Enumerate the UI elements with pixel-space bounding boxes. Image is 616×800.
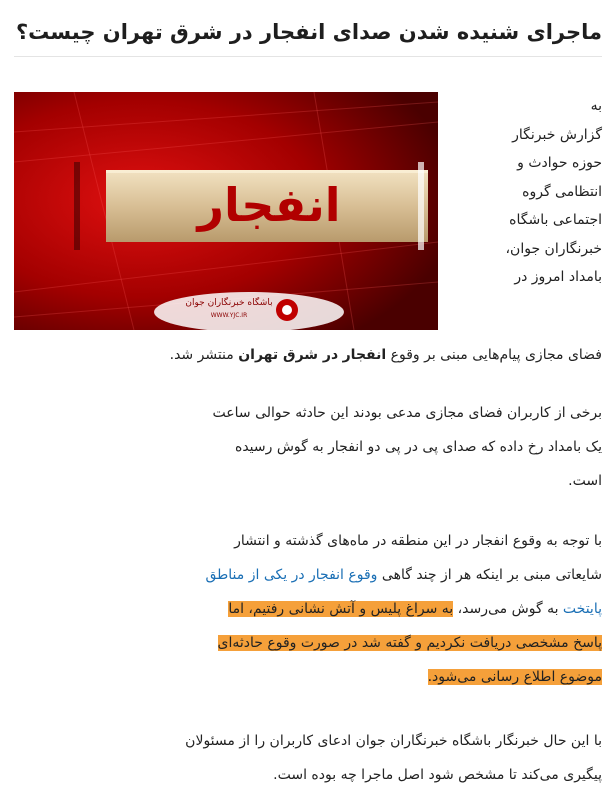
intro-line: اجتماعی باشگاه xyxy=(509,212,602,228)
related-article-link[interactable]: وقوع انفجار در یکی از مناطق xyxy=(205,567,378,583)
highlighted-text: پاسخ مشخصی دریافت نکردیم و گفته شد در صورت وقوع حادثه‌ای xyxy=(217,635,602,651)
article-image[interactable] xyxy=(14,92,438,330)
image-logo-url: WWW.YJC.IR xyxy=(210,312,248,319)
keyword-east-tehran: در شرق تهران xyxy=(238,347,339,363)
paragraph-line: با این حال خبرنگار باشگاه خبرنگاران جوان ادعای کاربران را از مسئولان xyxy=(185,733,602,749)
paragraph-line: با توجه به وقوع انفجار در این منطقه در ماه‌های گذشته و انتشار xyxy=(234,533,602,549)
highlighted-text: موضوع اطلاع رسانی می‌شود. xyxy=(427,669,602,685)
paragraph-text: به گوش می‌رسد، xyxy=(453,601,563,617)
intro-line: خبرنگاران جوان، xyxy=(505,240,602,257)
paragraph-2 xyxy=(14,396,602,498)
paragraph-line: یک بامداد رخ داده که صدای پی در پی دو انفجار به گوش رسیده xyxy=(234,439,602,455)
paragraph-line: است. xyxy=(568,473,602,489)
intro-line: به xyxy=(590,98,602,114)
intro-text-end: منتشر شد. xyxy=(169,347,239,363)
paragraph-line xyxy=(14,660,602,694)
paragraph-4 xyxy=(14,724,602,792)
paragraph-line: برخی از کاربران فضای مجازی مدعی بودند این حادثه حوالی ساعت xyxy=(212,405,602,421)
intro-line: بامداد امروز در xyxy=(514,269,602,285)
image-headline: انفجار xyxy=(197,178,341,232)
paragraph-text: شایعاتی مبنی بر اینکه هر از چند گاهی xyxy=(377,567,602,583)
highlighted-text: به سراغ پلیس و آتش نشانی رفتیم، اما xyxy=(228,601,454,617)
intro-side-text xyxy=(454,92,602,292)
paragraph-line xyxy=(14,558,602,592)
paragraph-line xyxy=(14,592,602,626)
intro-last-line xyxy=(14,338,602,372)
article-title: ماجرای شنیده شدن صدای انفجار در شرق تهران چیست؟ xyxy=(14,12,602,57)
intro-text: فضای مجازی پیام‌هایی مبنی بر وقوع xyxy=(386,347,602,363)
related-article-link-cont[interactable]: پایتخت xyxy=(562,601,602,617)
paragraph-line: پیگیری می‌کند تا مشخص شود اصل ماجرا چه بوده است. xyxy=(273,767,602,783)
paragraph-line xyxy=(14,626,602,660)
intro-line: گزارش خبرنگار xyxy=(512,126,602,143)
paragraph-3 xyxy=(14,524,602,694)
intro-line: انتظامی گروه xyxy=(522,183,602,200)
intro-line: حوزه حوادث و xyxy=(517,155,602,171)
keyword-explosion: انفجار xyxy=(342,347,387,363)
image-logo-text: باشگاه خبرنگاران جوان xyxy=(185,298,273,308)
